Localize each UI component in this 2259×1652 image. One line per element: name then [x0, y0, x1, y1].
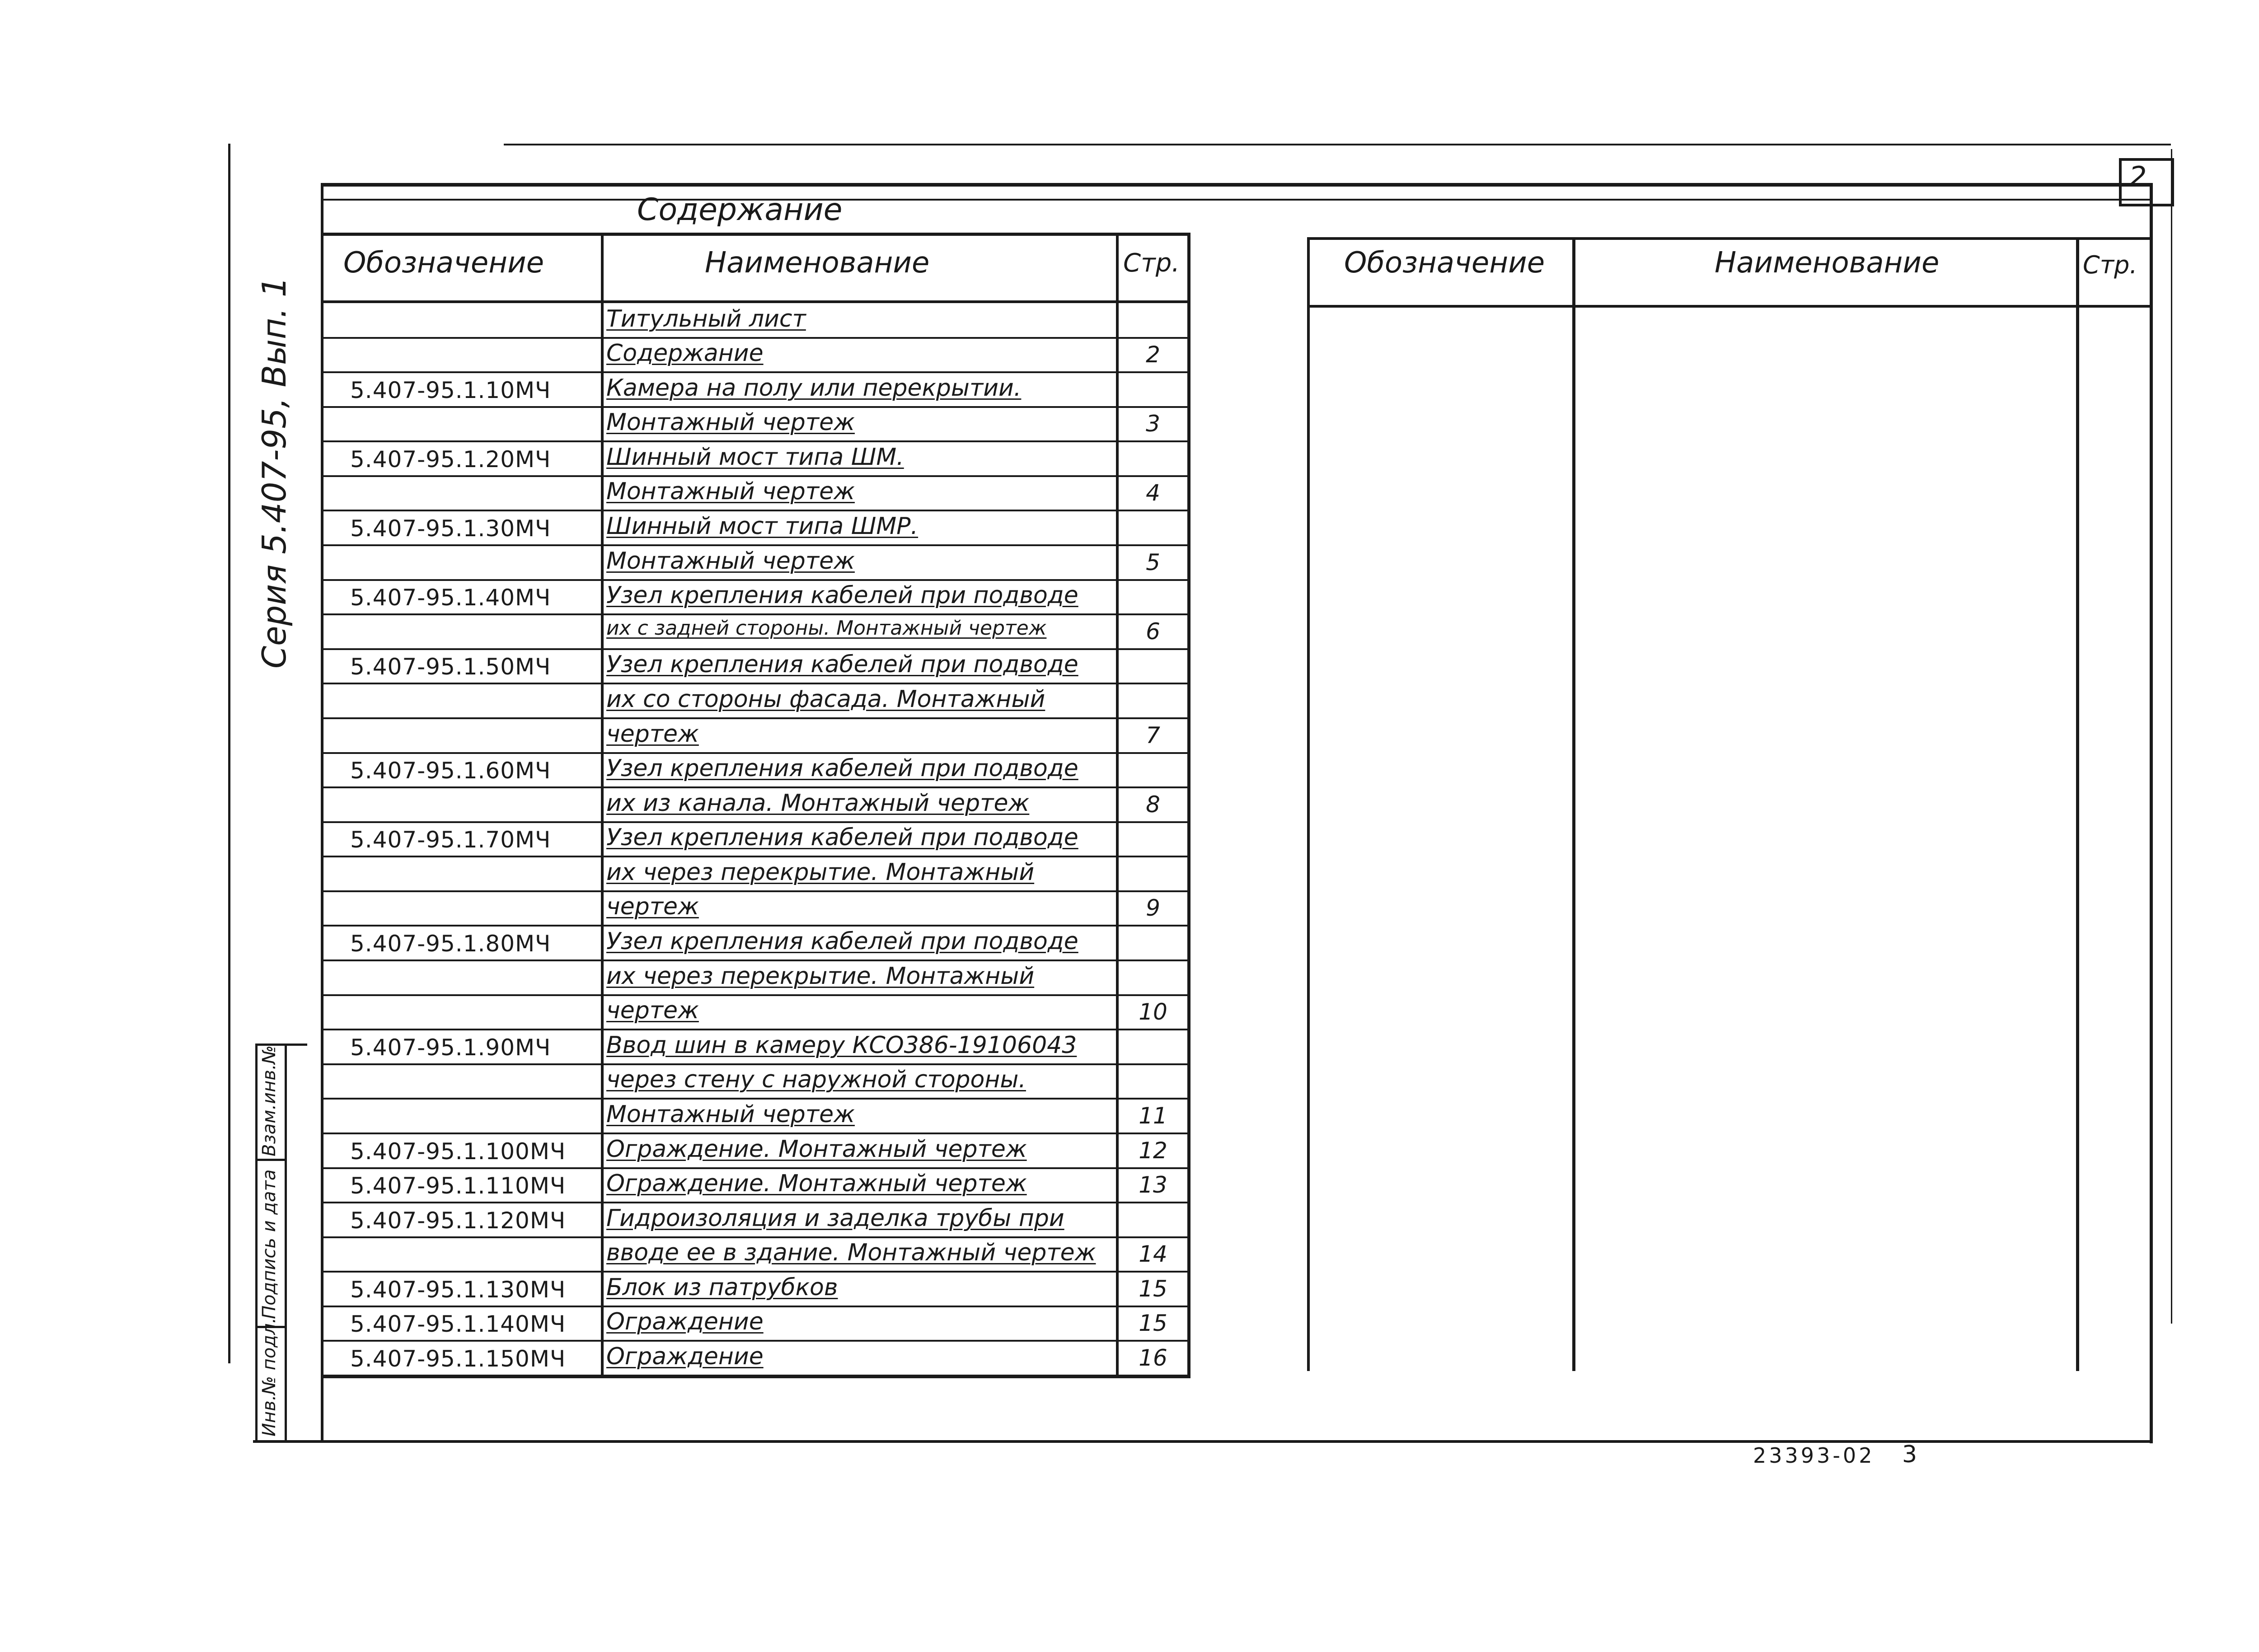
- left-header-page: Стр.: [1123, 248, 1180, 278]
- row-name: чертеж: [606, 997, 699, 1024]
- row-designation: 5.407-95.1.30МЧ: [350, 515, 551, 542]
- left-margin-line: [228, 144, 230, 1363]
- row-designation: 5.407-95.1.130МЧ: [350, 1277, 566, 1303]
- archive-number: 23393-02: [1753, 1443, 1875, 1468]
- row-designation: 5.407-95.1.40МЧ: [350, 585, 551, 611]
- top-frame-line: [504, 144, 2171, 145]
- sheet-number: 2: [2129, 160, 2147, 193]
- row-designation: 5.407-95.1.50МЧ: [350, 654, 551, 680]
- row-designation: 5.407-95.1.10МЧ: [350, 377, 551, 403]
- frame-right-border: [2150, 183, 2153, 1443]
- row-name: Узел крепления кабелей при подводе: [606, 582, 1078, 609]
- row-page: 5: [1146, 549, 1160, 576]
- row-designation: 5.407-95.1.70МЧ: [350, 827, 551, 853]
- row-name: Монтажный чертеж: [606, 478, 855, 505]
- row-page: 12: [1139, 1137, 1167, 1164]
- row-name: Монтажный чертеж: [606, 1101, 855, 1128]
- stamp-replace-inv: Взам.инв.№: [259, 1045, 280, 1156]
- row-page: 15: [1139, 1276, 1167, 1302]
- row-name: Узел крепления кабелей при подводе: [606, 651, 1078, 678]
- row-name: чертеж: [606, 893, 699, 920]
- row-designation: 5.407-95.1.80МЧ: [350, 931, 551, 957]
- row-name: Ограждение. Монтажный чертеж: [606, 1136, 1027, 1163]
- right-edge-line: [2171, 149, 2172, 1324]
- row-designation: 5.407-95.1.120МЧ: [350, 1207, 566, 1234]
- row-name: Монтажный чертеж: [606, 409, 855, 436]
- row-page: 3: [1146, 411, 1160, 437]
- row-name: Гидроизоляция и заделка трубы при: [606, 1205, 1064, 1232]
- row-page: 9: [1146, 895, 1160, 921]
- frame-top-border: [323, 183, 2153, 187]
- row-name: Шинный мост типа ШМ.: [606, 444, 904, 471]
- row-designation: 5.407-95.1.140МЧ: [350, 1311, 566, 1337]
- row-name: Камера на полу или перекрытии.: [606, 374, 1022, 402]
- row-name: Ограждение: [606, 1343, 764, 1370]
- row-name: Ограждение. Монтажный чертеж: [606, 1170, 1027, 1197]
- frame-header-line: [323, 199, 2153, 201]
- stamp-inv-original: Инв.№ подл.: [259, 1317, 280, 1437]
- row-name: чертеж: [606, 721, 699, 748]
- row-name: их с задней стороны. Монтажный чертеж: [606, 617, 1047, 640]
- left-header-name: Наименование: [705, 246, 930, 280]
- row-page: 4: [1146, 480, 1160, 506]
- row-name: их из канала. Монтажный чертеж: [606, 790, 1030, 817]
- row-name: их через перекрытие. Монтажный: [606, 859, 1035, 886]
- archive-page: 3: [1902, 1441, 1917, 1468]
- frame-bottom-border: [253, 1440, 2153, 1443]
- row-name: Узел крепления кабелей при подводе: [606, 755, 1078, 782]
- left-header-designation: Обозначение: [343, 246, 544, 280]
- row-page: 16: [1139, 1345, 1167, 1371]
- series-label: Серия 5.407-95, Вып. 1: [255, 276, 293, 669]
- row-page: 10: [1139, 999, 1167, 1025]
- row-designation: 5.407-95.1.20МЧ: [350, 446, 551, 473]
- row-name: Блок из патрубков: [606, 1274, 838, 1301]
- row-page: 6: [1146, 618, 1160, 645]
- row-name: через стену с наружной стороны.: [606, 1066, 1026, 1093]
- row-name: их со стороны фасада. Монтажный: [606, 686, 1045, 713]
- right-header-designation: Обозначение: [1344, 246, 1545, 280]
- row-name: Узел крепления кабелей при подводе: [606, 824, 1078, 851]
- row-page: 2: [1146, 342, 1160, 368]
- row-designation: 5.407-95.1.150МЧ: [350, 1346, 566, 1372]
- row-name: Содержание: [606, 340, 764, 367]
- row-name: Ввод шин в камеру КСО386-19106043: [606, 1032, 1077, 1059]
- row-page: 15: [1139, 1310, 1167, 1336]
- right-header-page: Стр.: [2083, 251, 2137, 279]
- row-name: Шинный мост типа ШМР.: [606, 513, 919, 540]
- row-page: 7: [1146, 722, 1160, 749]
- row-designation: 5.407-95.1.90МЧ: [350, 1034, 551, 1061]
- row-name: вводе ее в здание. Монтажный чертеж: [606, 1239, 1096, 1266]
- contents-title: Содержание: [637, 192, 843, 228]
- row-page: 14: [1139, 1241, 1167, 1267]
- row-page: 8: [1146, 791, 1160, 818]
- right-header-name: Наименование: [1715, 246, 1940, 280]
- row-name: Узел крепления кабелей при подводе: [606, 928, 1078, 955]
- row-name: Титульный лист: [606, 305, 806, 332]
- stamp-signature-date: Подпись и дата: [259, 1169, 280, 1319]
- row-name: Монтажный чертеж: [606, 548, 855, 575]
- row-designation: 5.407-95.1.60МЧ: [350, 758, 551, 784]
- row-page: 11: [1139, 1103, 1167, 1129]
- row-designation: 5.407-95.1.110МЧ: [350, 1173, 566, 1199]
- row-name: их через перекрытие. Монтажный: [606, 963, 1035, 990]
- row-name: Ограждение: [606, 1308, 764, 1335]
- row-designation: 5.407-95.1.100МЧ: [350, 1138, 566, 1165]
- row-page: 13: [1139, 1172, 1167, 1198]
